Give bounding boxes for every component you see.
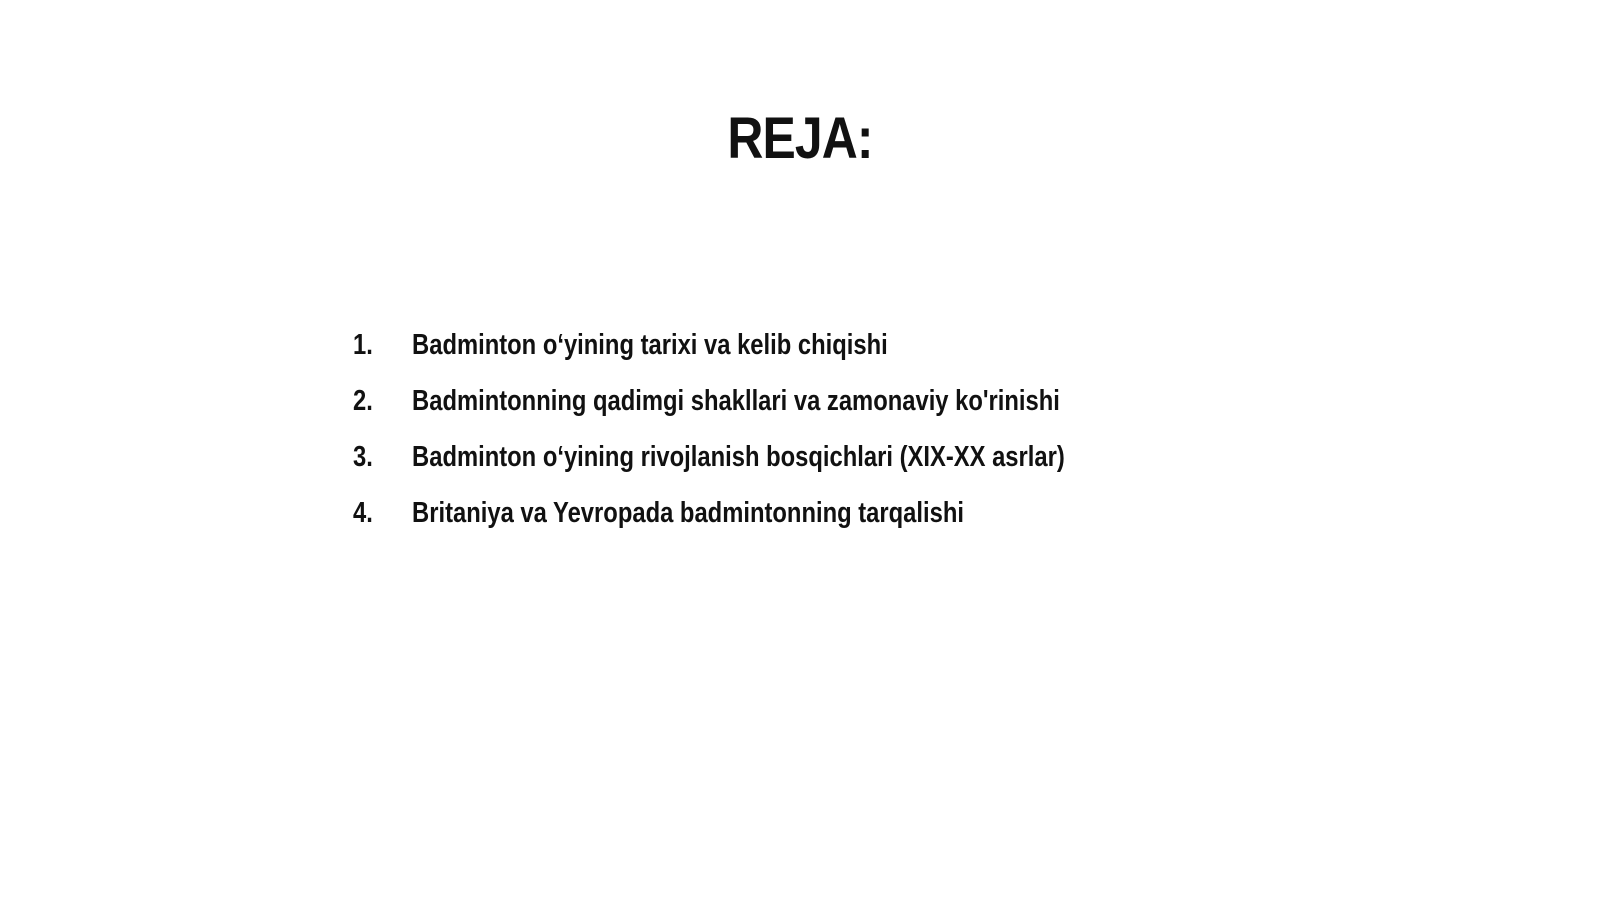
list-item — [353, 439, 1065, 495]
list-item-text: Badmintonning qadimgi shakllari va zamonaviy ko'rinishi — [412, 385, 1060, 417]
list-item-number: 1. — [353, 329, 373, 361]
list-item-number: 4. — [353, 497, 373, 529]
list-item-text: Badminton o‘yining rivojlanish bosqichlari (XIX-XX asrlar) — [412, 441, 1065, 473]
list-item-number: 2. — [353, 385, 373, 417]
list-item-text: Britaniya va Yevropada badmintonning tarqalishi — [412, 497, 964, 529]
list-item — [353, 327, 1065, 383]
list-item-text: Badminton o‘yining tarixi va kelib chiqishi — [412, 329, 888, 361]
plan-list — [353, 327, 1065, 551]
list-item-number: 3. — [353, 441, 373, 473]
list-item — [353, 383, 1065, 439]
slide-title: REJA: — [727, 106, 873, 171]
list-item — [353, 495, 1065, 551]
